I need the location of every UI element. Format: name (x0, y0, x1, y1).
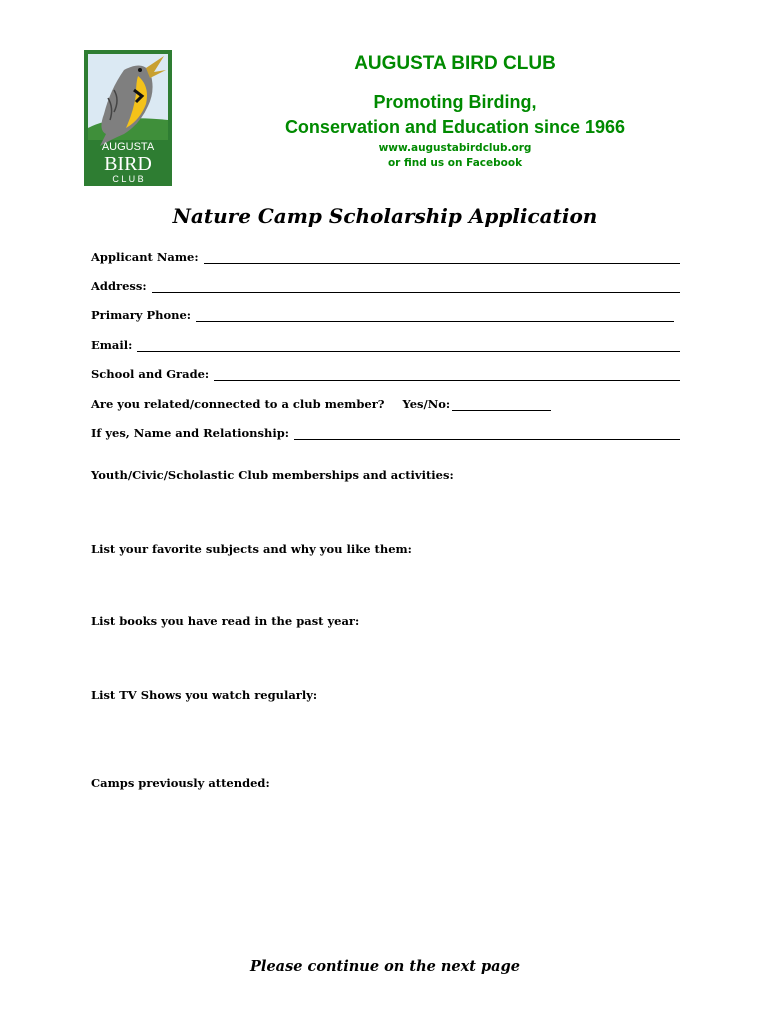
school-grade-field[interactable] (214, 366, 680, 381)
email-row (91, 334, 680, 352)
related-question-label: Are you related/connected to a club member? (91, 397, 385, 411)
tv-shows-prompt: List TV Shows you watch regularly: (91, 688, 318, 702)
favorite-subjects-prompt: List your favorite subjects and why you like them: (91, 542, 412, 556)
facebook-note: or find us on Facebook (387, 157, 523, 169)
applicant-name-label: Applicant Name: (91, 250, 199, 264)
website-link[interactable]: www.augustabirdclub.org (378, 142, 532, 154)
memberships-prompt: Youth/Civic/Scholastic Club memberships and activities: (91, 468, 454, 482)
tagline-line-2: Conservation and Education since 1966 (284, 117, 626, 137)
bird-eye (138, 68, 142, 72)
continue-note: Please continue on the next page (250, 958, 520, 975)
club-name: AUGUSTA BIRD CLUB (354, 53, 556, 74)
tagline-line-1: Promoting Birding, (373, 92, 537, 112)
primary-phone-field[interactable] (196, 307, 674, 322)
school-grade-label: School and Grade: (91, 367, 210, 381)
applicant-name-row (91, 246, 680, 264)
logo-text-club: C L U B (112, 174, 144, 184)
primary-phone-row (91, 304, 674, 322)
school-grade-row (91, 363, 680, 381)
address-label: Address: (91, 279, 147, 293)
relationship-field[interactable] (294, 425, 680, 440)
relationship-row (91, 422, 680, 440)
email-field[interactable] (137, 337, 680, 352)
camps-prompt: Camps previously attended: (91, 776, 270, 790)
club-logo (84, 50, 172, 186)
form-title: Nature Camp Scholarship Application (172, 204, 598, 228)
related-row (91, 393, 551, 411)
address-row (91, 275, 680, 293)
applicant-name-field[interactable] (204, 249, 680, 264)
logo-text-bird: BIRD (104, 153, 152, 175)
logo-text-augusta: AUGUSTA (101, 141, 155, 153)
books-prompt: List books you have read in the past year: (91, 614, 360, 628)
primary-phone-label: Primary Phone: (91, 308, 192, 322)
meadowlark-logo-icon (84, 50, 172, 186)
yes-no-field[interactable] (452, 396, 551, 411)
yes-no-label: Yes/No: (402, 397, 451, 411)
email-label: Email: (91, 338, 133, 352)
relationship-label: If yes, Name and Relationship: (91, 426, 290, 440)
address-field[interactable] (152, 278, 680, 293)
